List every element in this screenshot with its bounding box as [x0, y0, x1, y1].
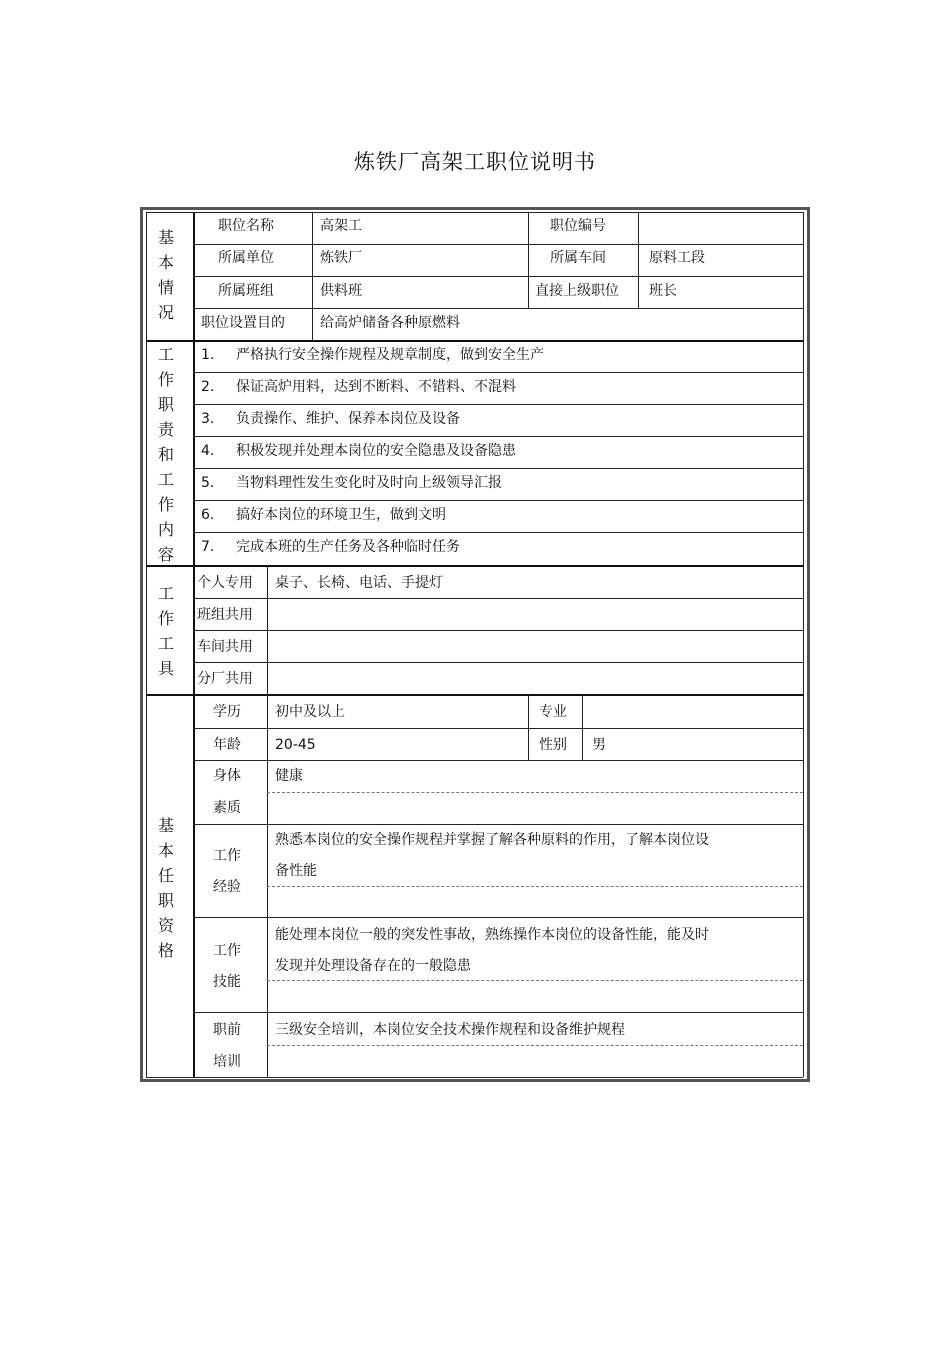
duty-text: 搞好本岗位的环境卫生，做到文明: [236, 507, 446, 523]
team-label: 所属班组: [218, 283, 274, 299]
grid-line-h: [146, 565, 803, 567]
grid-line-h: [193, 308, 803, 309]
section-char: 格: [157, 941, 174, 960]
grid-line-h: [193, 662, 803, 663]
grid-line-h: [193, 598, 803, 599]
section-char: 作: [157, 370, 174, 389]
grid-line-h: [193, 532, 803, 533]
section-char: 基: [157, 228, 174, 247]
section-char: 任: [157, 866, 174, 885]
grid-line-h: [146, 1077, 803, 1078]
grid-line-h: [193, 372, 803, 373]
grid-line-v: [528, 694, 529, 760]
experience-value: 备性能: [275, 863, 317, 879]
workshop-value: 原料工段: [649, 250, 705, 266]
tool-label: 车间共用: [197, 639, 253, 655]
education-value: 初中及以上: [275, 704, 345, 720]
position-code-label: 职位编号: [550, 218, 606, 234]
grid-line-dashed: [267, 792, 803, 793]
gender-value: 男: [592, 737, 606, 753]
section-char: 基: [157, 816, 174, 835]
tool-value: 桌子、长椅、电话、手提灯: [275, 575, 443, 591]
skills-value: 能处理本岗位一般的突发性事故，熟练操作本岗位的设备性能，能及时: [275, 927, 709, 943]
physical-label: 身体: [213, 768, 241, 784]
experience-label: 经验: [213, 879, 241, 895]
section-char: 和: [157, 445, 174, 464]
grid-line-h: [146, 212, 803, 213]
duty-number: 1.: [201, 347, 215, 363]
grid-line-h: [193, 917, 803, 918]
section-duties: [156, 342, 176, 567]
grid-line-h: [193, 500, 803, 501]
grid-line-v: [528, 212, 529, 308]
section-char: 职: [157, 891, 174, 910]
section-char: 工: [157, 634, 174, 653]
grid-line-h: [146, 694, 803, 696]
skills-value: 发现并处理设备存在的一般隐患: [275, 958, 471, 974]
section-char: 工: [157, 584, 174, 603]
grid-line-h: [193, 728, 803, 729]
section-char: 本: [157, 841, 174, 860]
unit-value: 炼铁厂: [320, 250, 362, 266]
experience-label: 工作: [213, 848, 241, 864]
duty-number: 4.: [201, 443, 215, 459]
section-char: 具: [157, 659, 174, 678]
page-title: 炼铁厂高架工职位说明书: [354, 150, 596, 174]
grid-line-h: [193, 404, 803, 405]
tool-label: 个人专用: [197, 575, 253, 591]
skills-label: 工作: [213, 943, 241, 959]
major-label: 专业: [539, 704, 567, 720]
section-char: 职: [157, 395, 174, 414]
training-value: 三级安全培训，本岗位安全技术操作规程和设备维护规程: [275, 1022, 625, 1038]
duty-text: 严格执行安全操作规程及规章制度，做到安全生产: [236, 347, 544, 363]
duty-number: 6.: [201, 507, 215, 523]
superior-label: 直接上级职位: [535, 283, 619, 299]
grid-line-h: [193, 276, 803, 277]
duty-number: 7.: [201, 539, 215, 555]
grid-line-v: [312, 212, 313, 340]
age-label: 年龄: [213, 737, 241, 753]
grid-line-h: [146, 340, 803, 342]
section-char: 工: [157, 345, 174, 364]
position-name-value: 高架工: [320, 218, 362, 234]
section-tools: [156, 581, 176, 681]
grid-line-h: [193, 244, 803, 245]
grid-line-v: [638, 212, 639, 308]
grid-line-h: [193, 436, 803, 437]
section-char: 责: [157, 420, 174, 439]
section-qualifications: [156, 813, 176, 963]
duty-number: 2.: [201, 379, 215, 395]
section-basic-info: [156, 225, 176, 325]
grid-line-dashed: [267, 886, 803, 887]
section-char: 工: [157, 470, 174, 489]
duty-text: 积极发现并处理本岗位的安全隐患及设备隐患: [236, 443, 516, 459]
physical-value: 健康: [275, 768, 303, 784]
workshop-label: 所属车间: [550, 250, 606, 266]
duty-text: 当物料理性发生变化时及时向上级领导汇报: [236, 475, 502, 491]
section-char: 资: [157, 916, 174, 935]
section-char: 作: [157, 609, 174, 628]
grid-line-dashed: [267, 980, 803, 981]
grid-line-h: [193, 760, 803, 761]
tool-label: 分厂共用: [197, 671, 253, 687]
gender-label: 性别: [539, 737, 567, 753]
purpose-label: 职位设置目的: [201, 315, 285, 331]
grid-line-v: [267, 565, 268, 694]
duty-text: 负责操作、维护、保养本岗位及设备: [236, 411, 460, 427]
tool-label: 班组共用: [197, 607, 253, 623]
grid-line-h: [193, 824, 803, 825]
team-value: 供料班: [320, 283, 362, 299]
section-char: 况: [157, 303, 174, 322]
grid-line-dashed: [267, 1045, 803, 1046]
position-name-label: 职位名称: [218, 218, 274, 234]
experience-value: 熟悉本岗位的安全操作规程并掌握了解各种原料的作用，了解本岗位设: [275, 832, 709, 848]
education-label: 学历: [213, 704, 241, 720]
training-label: 职前: [213, 1022, 241, 1038]
grid-line-h: [193, 1012, 803, 1013]
duty-number: 5.: [201, 475, 215, 491]
grid-line-v: [582, 694, 583, 760]
section-char: 本: [157, 253, 174, 272]
skills-label: 技能: [213, 974, 241, 990]
purpose-value: 给高炉储备各种原燃料: [320, 315, 460, 331]
grid-line-v: [803, 212, 804, 1077]
duty-text: 保证高炉用料，达到不断料、不错料、不混料: [236, 379, 516, 395]
duty-text: 完成本班的生产任务及各种临时任务: [236, 539, 460, 555]
age-value: 20-45: [275, 737, 316, 753]
section-char: 容: [157, 545, 174, 564]
duty-number: 3.: [201, 411, 215, 427]
section-char: 内: [157, 520, 174, 539]
physical-label: 素质: [213, 800, 241, 816]
superior-value: 班长: [649, 283, 677, 299]
section-char: 情: [157, 278, 174, 297]
grid-line-h: [193, 630, 803, 631]
section-char: 作: [157, 495, 174, 514]
grid-line-h: [193, 468, 803, 469]
training-label: 培训: [213, 1054, 241, 1070]
unit-label: 所属单位: [218, 250, 274, 266]
